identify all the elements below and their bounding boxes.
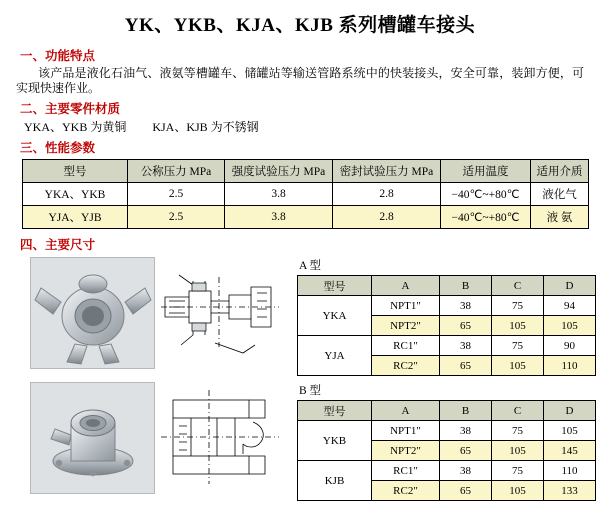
cell-b: 65 <box>440 441 492 461</box>
cell-d: 105 <box>544 316 596 336</box>
type-label-a: A 型 <box>299 260 322 272</box>
cell-a: NPT1" <box>372 421 440 441</box>
col-header-d: D <box>544 276 596 296</box>
cell-a: NPT2" <box>372 441 440 461</box>
section-heading-dimensions: 四、主要尺寸 <box>20 238 96 252</box>
dimension-table-b <box>297 400 596 501</box>
section-heading-features: 一、功能特点 <box>20 49 96 63</box>
cell-nominal-pressure: 2.5 <box>128 206 225 229</box>
table-header-row <box>298 276 596 296</box>
cell-c: 75 <box>492 296 544 316</box>
cell-model: YJA <box>298 336 372 376</box>
drawing-type-b <box>159 382 283 492</box>
section-heading-materials: 二、主要零件材质 <box>20 102 121 116</box>
cell-d: 110 <box>544 356 596 376</box>
cell-c: 105 <box>492 356 544 376</box>
photo-type-a <box>30 257 155 369</box>
cell-c: 105 <box>492 316 544 336</box>
col-header-medium: 适用介质 <box>531 160 589 183</box>
cell-medium: 液 氨 <box>531 206 589 229</box>
cell-c: 105 <box>492 481 544 501</box>
table-header-row <box>298 401 596 421</box>
cell-a: RC1" <box>372 336 440 356</box>
dimension-table-a <box>297 275 596 376</box>
cell-c: 75 <box>492 421 544 441</box>
features-paragraph <box>16 66 584 96</box>
cell-d: 133 <box>544 481 596 501</box>
cell-b: 38 <box>440 296 492 316</box>
col-header-model: 型号 <box>298 401 372 421</box>
cell-seal-pressure: 2.8 <box>333 206 441 229</box>
cell-temperature: −40℃~+80℃ <box>441 183 531 206</box>
col-header-c: C <box>492 276 544 296</box>
cell-b: 65 <box>440 481 492 501</box>
cell-a: NPT1" <box>372 296 440 316</box>
col-header-temperature: 适用温度 <box>441 160 531 183</box>
col-header-a: A <box>372 401 440 421</box>
dimension-block-a <box>297 257 596 376</box>
cell-b: 38 <box>440 461 492 481</box>
performance-table <box>22 159 589 229</box>
cell-strength-pressure: 3.8 <box>225 183 333 206</box>
table-row <box>298 296 596 316</box>
cell-temperature: −40℃~+80℃ <box>441 206 531 229</box>
cell-nominal-pressure: 2.5 <box>128 183 225 206</box>
cell-c: 75 <box>492 336 544 356</box>
cell-b: 65 <box>440 316 492 336</box>
cell-seal-pressure: 2.8 <box>333 183 441 206</box>
cell-a: NPT2" <box>372 316 440 336</box>
table-row <box>298 421 596 441</box>
dimension-block-b <box>297 382 596 501</box>
cell-model: YJA、YJB <box>23 206 128 229</box>
col-header-nominal-pressure: 公称压力 MPa <box>128 160 225 183</box>
cell-model: KJB <box>298 461 372 501</box>
features-text: 该产品是液化石油气、液氨等槽罐车、储罐站等输送管路系统中的快装接头，安全可靠，装卸方便，可实现快速作业。 <box>16 66 584 95</box>
materials-right: KJA、KJB 为不锈钢 <box>152 120 259 134</box>
materials-line <box>24 119 586 135</box>
cell-strength-pressure: 3.8 <box>225 206 333 229</box>
cell-a: RC2" <box>372 481 440 501</box>
col-header-a: A <box>372 276 440 296</box>
cell-c: 75 <box>492 461 544 481</box>
type-label-b: B 型 <box>299 385 322 397</box>
col-header-strength-pressure: 强度试验压力 MPa <box>225 160 333 183</box>
cell-b: 38 <box>440 421 492 441</box>
col-header-b: B <box>440 401 492 421</box>
table-row <box>298 461 596 481</box>
figure-row-b <box>14 382 586 501</box>
cell-medium: 液化气 <box>531 183 589 206</box>
col-header-b: B <box>440 276 492 296</box>
cell-model: YKA <box>298 296 372 336</box>
cell-a: RC1" <box>372 461 440 481</box>
cell-model: YKB <box>298 421 372 461</box>
section-heading-performance: 三、性能参数 <box>20 141 96 155</box>
drawing-type-a <box>159 257 283 367</box>
table-header-row <box>23 160 589 183</box>
cell-b: 65 <box>440 356 492 376</box>
col-header-model: 型号 <box>23 160 128 183</box>
figures-area <box>14 257 586 501</box>
cell-model: YKA、YKB <box>23 183 128 206</box>
table-row <box>23 183 589 206</box>
page-title: YK、YKB、KJA、KJB 系列槽罐车接头 <box>124 15 476 36</box>
col-header-model: 型号 <box>298 276 372 296</box>
col-header-c: C <box>492 401 544 421</box>
col-header-d: D <box>544 401 596 421</box>
cell-d: 94 <box>544 296 596 316</box>
table-row <box>298 336 596 356</box>
table-row <box>23 206 589 229</box>
cell-d: 105 <box>544 421 596 441</box>
materials-left: YKA、YKB 为黄铜 <box>24 120 127 134</box>
cell-d: 90 <box>544 336 596 356</box>
cell-a: RC2" <box>372 356 440 376</box>
cell-c: 105 <box>492 441 544 461</box>
cell-d: 145 <box>544 441 596 461</box>
cell-d: 110 <box>544 461 596 481</box>
photo-type-b <box>30 382 155 494</box>
col-header-seal-pressure: 密封试验压力 MPa <box>333 160 441 183</box>
cell-b: 38 <box>440 336 492 356</box>
figure-row-a <box>14 257 586 376</box>
